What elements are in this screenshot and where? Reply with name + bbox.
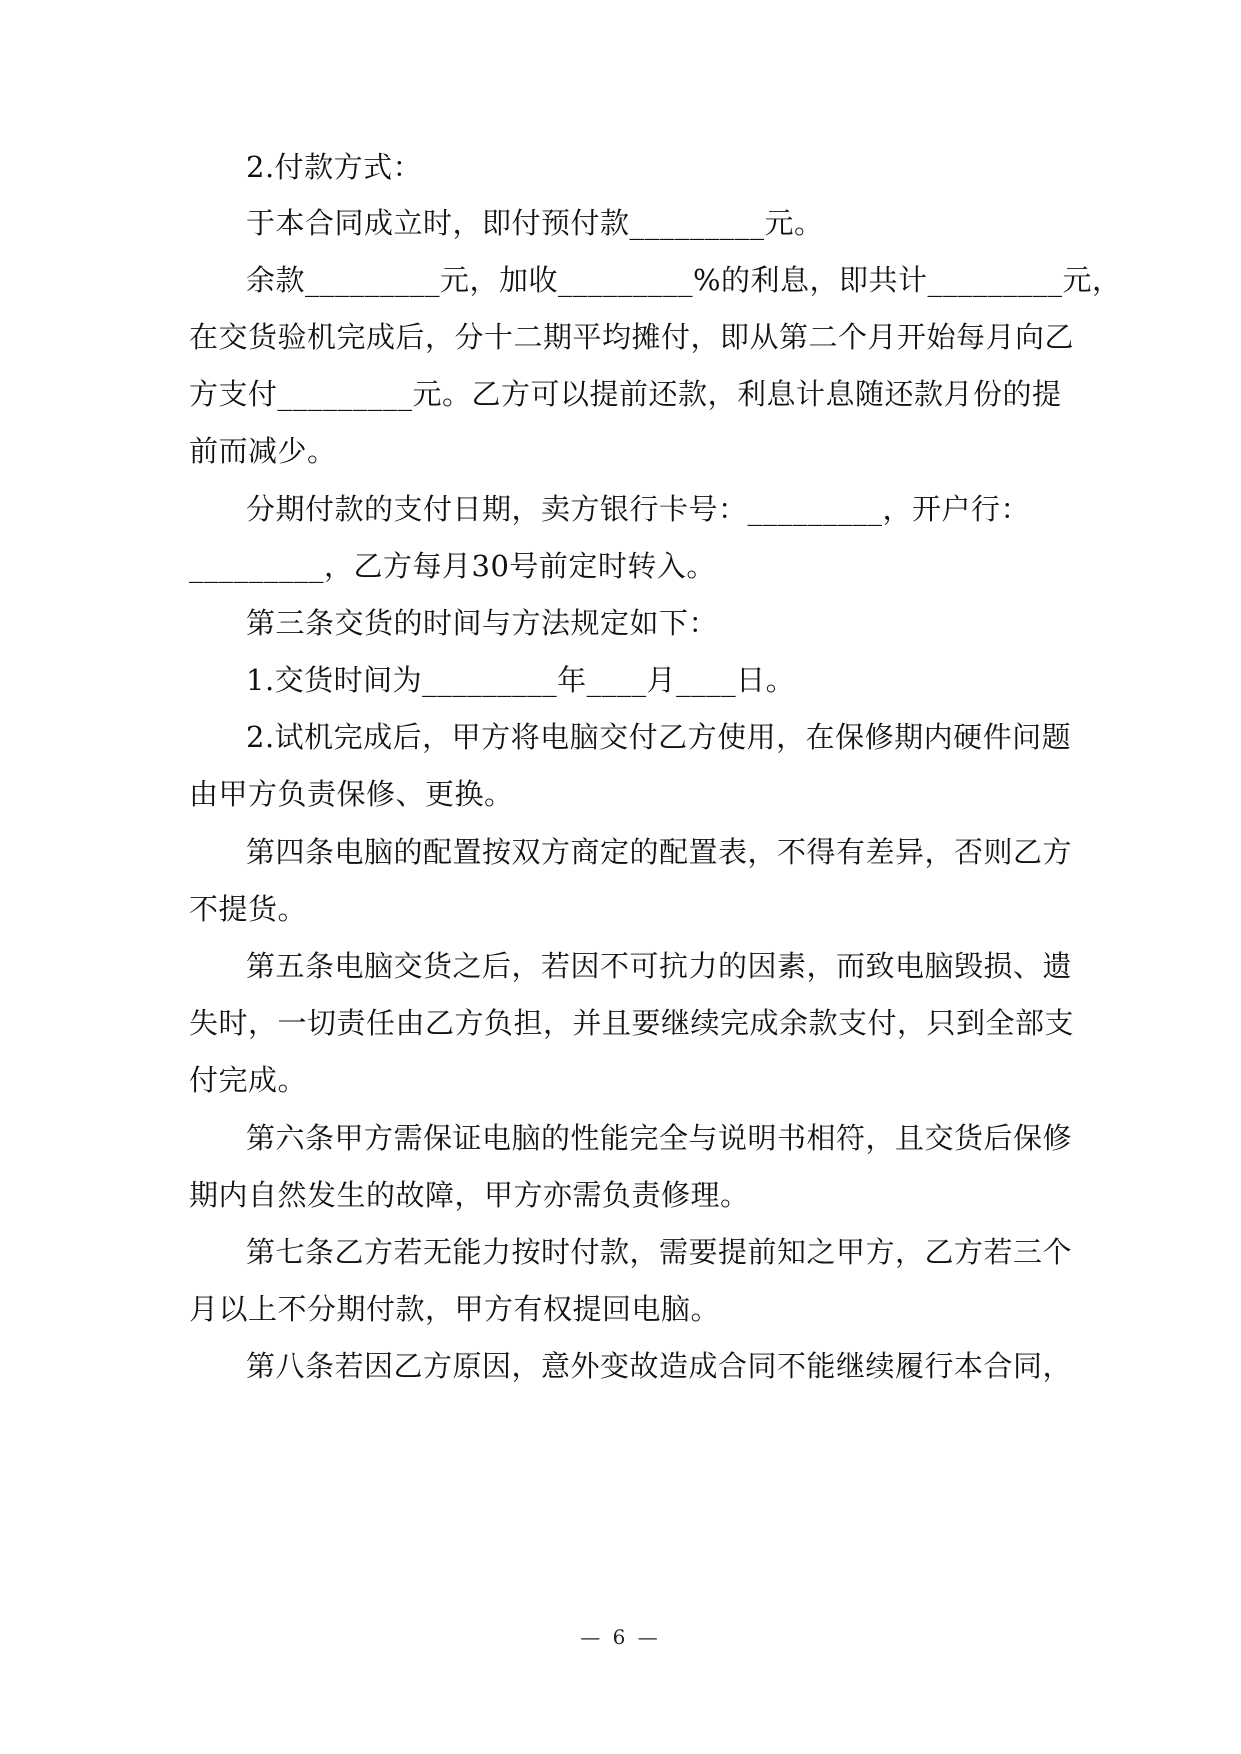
paragraph-line: 第六条甲方需保证电脑的性能完全与说明书相符，且交货后保修 <box>246 1121 1073 1155</box>
paragraph-line: 期内自然发生的故障，甲方亦需负责修理。 <box>189 1178 750 1212</box>
paragraph-line: 2.付款方式： <box>246 150 423 184</box>
paragraph-line: 于本合同成立时，即付预付款_________元。 <box>246 206 824 240</box>
paragraph-line: 第七条乙方若无能力按时付款，需要提前知之甲方，乙方若三个 <box>246 1235 1073 1269</box>
page-number: — 6 — <box>580 1625 661 1649</box>
paragraph-line: 2.试机完成后，甲方将电脑交付乙方使用，在保修期内硬件问题 <box>246 720 1072 754</box>
paragraph-line: 前而减少。 <box>189 434 337 468</box>
paragraph-line: 由甲方负责保修、更换。 <box>189 777 514 811</box>
paragraph-line: 余款_________元，加收_________%的利息，即共计_________元， <box>246 263 1122 297</box>
paragraph-line: _________，乙方每月30号前定时转入。 <box>189 549 716 583</box>
paragraph-line: 第八条若因乙方原因，意外变故造成合同不能继续履行本合同， <box>246 1349 1073 1383</box>
paragraph-line: 分期付款的支付日期，卖方银行卡号：_________，开户行： <box>246 492 1031 526</box>
paragraph-line: 月以上不分期付款，甲方有权提回电脑。 <box>189 1292 721 1326</box>
paragraph-line: 不提货。 <box>189 892 308 926</box>
paragraph-line: 失时，一切责任由乙方负担，并且要继续完成余款支付，只到全部支 <box>189 1006 1075 1040</box>
paragraph-line: 第四条电脑的配置按双方商定的配置表，不得有差异，否则乙方 <box>246 835 1073 869</box>
paragraph-line: 方支付_________元。乙方可以提前还款，利息计息随还款月份的提 <box>189 377 1062 411</box>
paragraph-line: 第三条交货的时间与方法规定如下： <box>246 606 719 640</box>
paragraph-line: 第五条电脑交货之后，若因不可抗力的因素，而致电脑毁损、遗 <box>246 949 1073 983</box>
paragraph-line: 付完成。 <box>189 1063 308 1097</box>
paragraph-line: 在交货验机完成后，分十二期平均摊付，即从第二个月开始每月向乙 <box>189 320 1075 354</box>
paragraph-line: 1.交货时间为_________年____月____日。 <box>246 663 796 697</box>
